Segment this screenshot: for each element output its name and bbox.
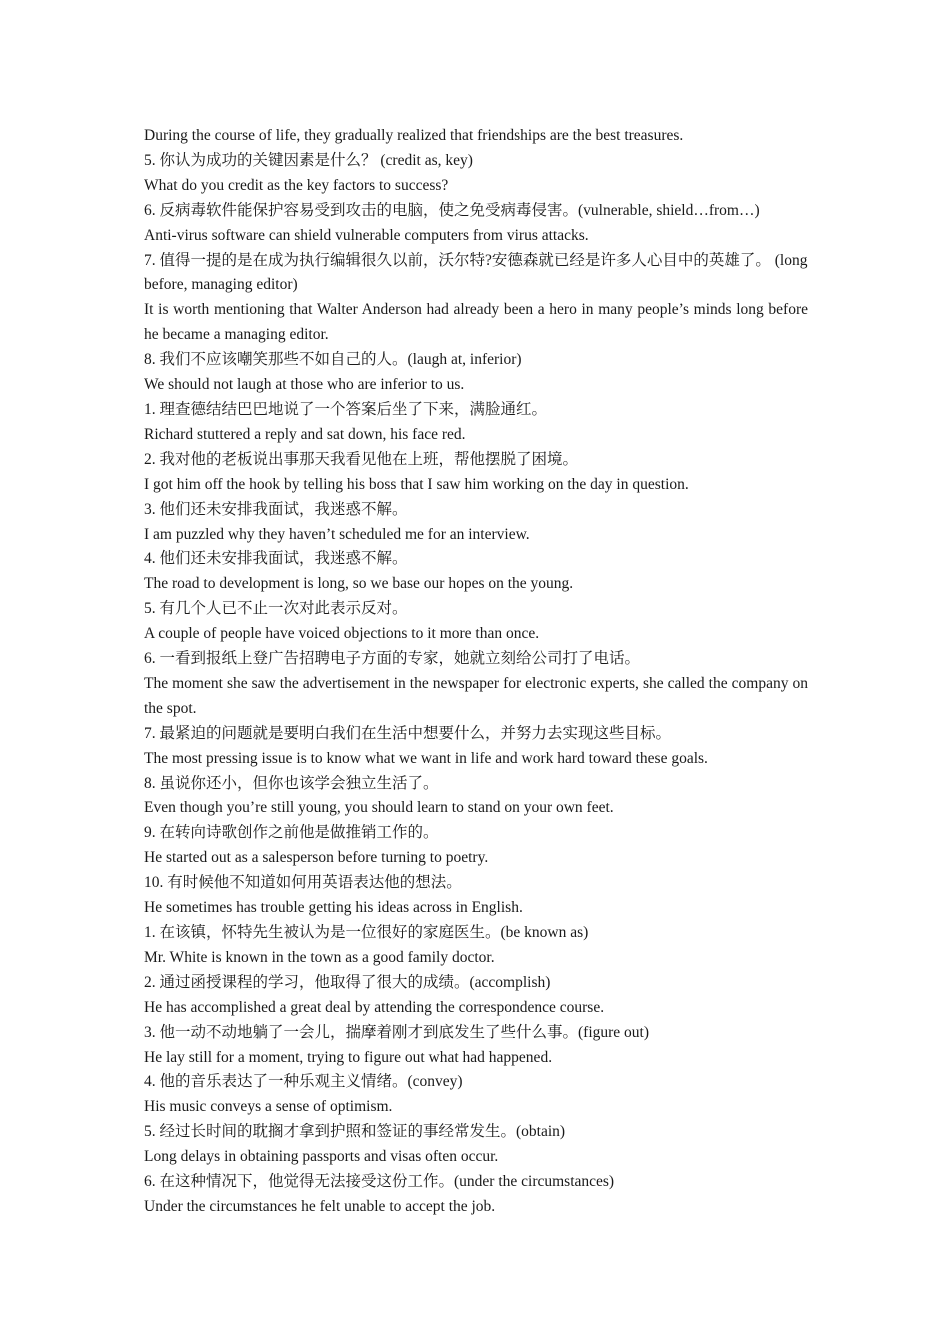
- answer-line: He started out as a salesperson before turning to poetry.: [144, 849, 489, 867]
- question-line: 6. 一看到报纸上登广告招聘电子方面的专家，她就立刻给公司打了电话。: [144, 650, 641, 668]
- answer-line: His music conveys a sense of optimism.: [144, 1098, 393, 1116]
- question-line: 6. 在这种情况下，他觉得无法接受这份工作。(under the circumstances): [144, 1173, 615, 1191]
- answer-line: Long delays in obtaining passports and visas often occur.: [144, 1148, 499, 1166]
- question-line: 5. 你认为成功的关键因素是什么？ (credit as, key): [144, 151, 473, 169]
- question-line: 4. 他们还未安排我面试，我迷惑不解。: [144, 550, 408, 568]
- document-body: [144, 124, 808, 1220]
- question-line: 10. 有时候他不知道如何用英语表达他的想法。: [144, 874, 462, 892]
- answer-line: The moment she saw the advertisement in the newspaper for electronic experts, she called the company on the spot.: [144, 674, 808, 717]
- answer-line: I got him off the hook by telling his boss that I saw him working on the day in question.: [144, 475, 689, 493]
- answer-line: He has accomplished a great deal by attending the correspondence course.: [144, 998, 605, 1016]
- answer-line: He sometimes has trouble getting his ideas across in English.: [144, 899, 523, 917]
- question-line: 8. 我们不应该嘲笑那些不如自己的人。(laugh at, inferior): [144, 351, 522, 369]
- text-line: During the course of life, they gradually realized that friendships are the best treasures.: [144, 127, 684, 144]
- answer-line: It is worth mentioning that Walter Anderson had already been a hero in many people’s minds long before he became a managing editor.: [144, 301, 808, 344]
- answer-line: I am puzzled why they haven’t scheduled me for an interview.: [144, 525, 530, 543]
- question-line: 7. 值得一提的是在成为执行编辑很久以前，沃尔特?安德森就已经是许多人心目中的英雄了。 (long before, managing editor): [144, 251, 808, 294]
- question-line: 3. 他们还未安排我面试，我迷惑不解。: [144, 500, 408, 518]
- answer-line: The road to development is long, so we base our hopes on the young.: [144, 575, 574, 593]
- answer-line: Richard stuttered a reply and sat down, his face red.: [144, 425, 466, 443]
- question-line: 4. 他的音乐表达了一种乐观主义情绪。(convey): [144, 1073, 463, 1091]
- answer-line: Even though you’re still young, you should learn to stand on your own feet.: [144, 799, 614, 817]
- question-line: 5. 有几个人已不止一次对此表示反对。: [144, 600, 408, 618]
- answer-line: A couple of people have voiced objections to it more than once.: [144, 625, 540, 643]
- answer-line: He lay still for a moment, trying to figure out what had happened.: [144, 1048, 553, 1066]
- answer-line: Anti-virus software can shield vulnerable computers from virus attacks.: [144, 226, 589, 244]
- question-line: 1. 理查德结结巴巴地说了一个答案后坐了下来，满脸通红。: [144, 400, 548, 418]
- question-line: 9. 在转向诗歌创作之前他是做推销工作的。: [144, 824, 439, 842]
- answer-line: Mr. White is known in the town as a good family doctor.: [144, 948, 495, 966]
- question-line: 2. 我对他的老板说出事那天我看见他在上班，帮他摆脱了困境。: [144, 450, 579, 468]
- question-line: 8. 虽说你还小，但你也该学会独立生活了。: [144, 774, 439, 792]
- question-line: 5. 经过长时间的耽搁才拿到护照和签证的事经常发生。(obtain): [144, 1123, 566, 1141]
- answer-line: What do you credit as the key factors to success?: [144, 176, 449, 194]
- question-line: 2. 通过函授课程的学习，他取得了很大的成绩。(accomplish): [144, 973, 551, 991]
- answer-line: The most pressing issue is to know what we want in life and work hard toward these goals.: [144, 749, 708, 767]
- question-line: 3. 他一动不动地躺了一会儿，揣摩着刚才到底发生了些什么事。(figure out): [144, 1023, 650, 1041]
- answer-line: We should not laugh at those who are inferior to us.: [144, 376, 465, 394]
- question-line: 1. 在该镇，怀特先生被认为是一位很好的家庭医生。(be known as): [144, 924, 589, 941]
- question-line: 6. 反病毒软件能保护容易受到攻击的电脑，使之免受病毒侵害。(vulnerable, shield…from…): [144, 201, 760, 219]
- question-line: 7. 最紧迫的问题就是要明白我们在生活中想要什么，并努力去实现这些目标。: [144, 724, 672, 742]
- answer-line: Under the circumstances he felt unable to accept the job.: [144, 1197, 496, 1215]
